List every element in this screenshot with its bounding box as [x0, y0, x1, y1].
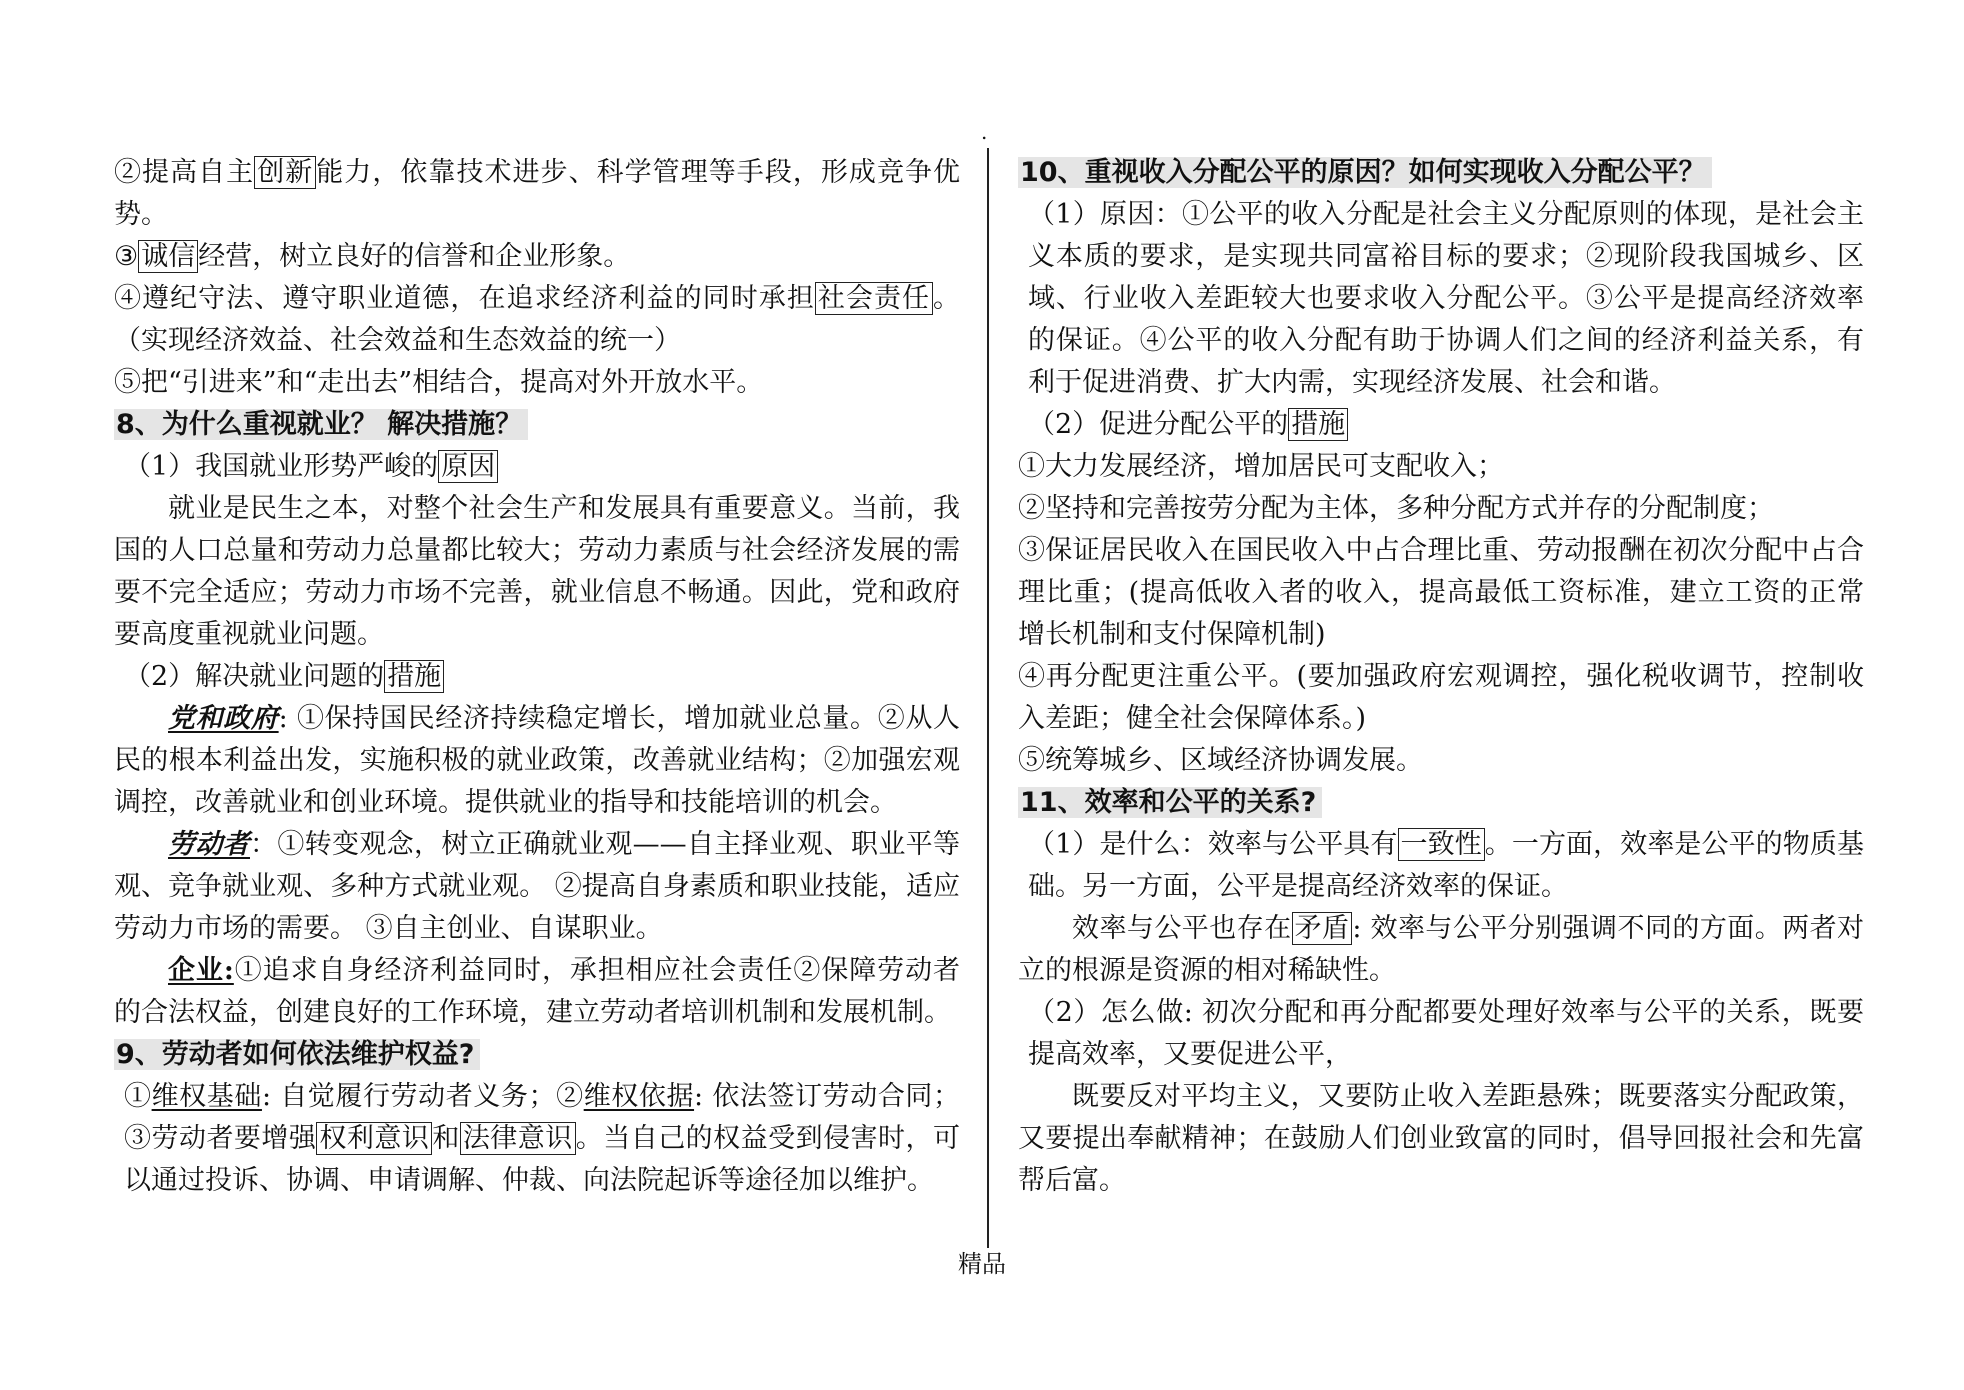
measure-1: ①大力发展经济，增加居民可支配收入； — [1018, 451, 1504, 482]
boxed-keyword: 权利意识 — [316, 1122, 432, 1155]
boxed-keyword: 创新 — [254, 156, 316, 189]
q8-reason-body: 就业是民生之本，对整个社会生产和发展具有重要意义。当前，我国的人口总量和劳动力总量都比较大；劳动力素质与社会经济发展的需要不完全适应；劳动力市场不完善，就业信息不畅通。因此，党和政府要高度重视就业问题。 — [114, 493, 960, 650]
left-column — [114, 152, 960, 1202]
top-dot: . — [981, 120, 988, 144]
boxed-keyword: 原因 — [438, 450, 498, 483]
q11-how: （2）怎么做: 初次分配和再分配都要处理好效率与公平的关系，既要提高效率，又要促进公平， — [1028, 997, 1864, 1070]
q11-how-detail: 既要反对平均主义，又要防止收入差距悬殊；既要落实分配政策，又要提出奉献精神；在鼓励人们创业致富的同时，倡导回报社会和先富帮后富。 — [1018, 1081, 1864, 1196]
column-divider — [987, 148, 989, 1248]
boxed-keyword: 一致性 — [1398, 828, 1485, 861]
boxed-keyword: 社会责任 — [815, 282, 933, 315]
question-11-heading: 11、效率和公平的关系? — [1018, 782, 1864, 824]
boxed-keyword: 措施 — [1288, 408, 1348, 441]
underlined-keyword: 维权基础 — [151, 1081, 262, 1112]
boxed-keyword: 矛盾 — [1292, 912, 1353, 945]
boxed-keyword: 诚信 — [138, 240, 198, 273]
measure-enterprise: 企业:①追求自身经济利益同时，承担相应社会责任②保障劳动者的合法权益，创建良好的工作环境，建立劳动者培训机制和发展机制。 — [114, 955, 960, 1028]
measure-2: ②坚持和完善按劳分配为主体，多种分配方式并存的分配制度； — [1018, 493, 1774, 524]
right-column — [1018, 152, 1864, 1202]
q8-subheading-1: （1）我国就业形势严峻的 原因 — [114, 446, 960, 488]
measure-4: ④再分配更注重公平。(要加强政府宏观调控，强化税收调节，控制收入差距；健全社会保障体系。) — [1018, 661, 1864, 734]
point-opening-up: ⑤把“引进来”和“走出去”相结合，提高对外开放水平。 — [114, 367, 764, 398]
underlined-keyword: 维权依据 — [583, 1081, 695, 1112]
question-9-heading: 9、劳动者如何依法维护权益? — [114, 1034, 960, 1076]
point-innovation: ②提高自主 创新 能力，依靠技术进步、科学管理等手段，形成竞争优势。 — [114, 157, 961, 230]
q10-subheading-2: （2）促进分配公平的 措施 — [1018, 404, 1864, 446]
question-10-heading: 10、重视收入分配公平的原因？如何实现收入分配公平？ — [1018, 152, 1864, 194]
measure-government: 党和政府: ①保持国民经济持续稳定增长，增加就业总量。②从人民的根本利益出发，实施积极的就业政策，改善就业结构；②加强宏观调控，改善就业和创业环境。提供就业的指导和技能培训的机会。 — [114, 703, 960, 818]
boxed-keyword: 措施 — [384, 660, 444, 693]
q8-subheading-2: （2）解决就业问题的 措施 — [114, 656, 960, 698]
page-footer: 精品 — [958, 1250, 1006, 1278]
boxed-keyword: 法律意识 — [460, 1122, 576, 1155]
underlined-label: 企业: — [168, 955, 234, 986]
measure-3: ③保证居民收入在国民收入中占合理比重、劳动报酬在初次分配中占合理比重；(提高低收入者的收入，提高最低工资标准，建立工资的正常增长机制和支付保障机制) — [1018, 535, 1864, 650]
q10-reasons: （1）原因：①公平的收入分配是社会主义分配原则的体现，是社会主义本质的要求，是实现共同富裕目标的要求；②现阶段我国城乡、区域、行业收入差距较大也要求收入分配公平。③公平是提高经济效率的保证。④公平的收入分配有助于协调人们之间的经济利益关系，有利于促进消费、扩大内需，实现经济发展、社会和谐。 — [1028, 199, 1864, 398]
q11-what: （1）是什么：效率与公平具有 一致性 。一方面，效率是公平的物质基础。另一方面，公平是提高经济效率的保证。 — [1028, 829, 1864, 902]
underlined-label: 劳动者 — [168, 829, 250, 860]
measure-worker: 劳动者：①转变观念，树立正确就业观——自主择业观、职业平等观、竞争就业观、多种方式就业观。 ②提高自身素质和职业技能，适应劳动力市场的需要。 ③自主创业、自谋职业。 — [114, 829, 960, 944]
question-8-heading: 8、为什么重视就业？ 解决措施？ — [114, 404, 960, 446]
point-responsibility: ④遵纪守法、遵守职业道德，在追求经济利益的同时承担 社会责任 。（实现经济效益、社会效益和生态效益的统一） — [114, 283, 961, 356]
q11-contradiction: 效率与公平也存在 矛盾 : 效率与公平分别强调不同的方面。两者对立的根源是资源的相对稀缺性。 — [1018, 913, 1865, 986]
point-integrity: ③ 诚信 经营，树立良好的信誉和企业形象。 — [114, 241, 631, 272]
measure-5: ⑤统筹城乡、区域经济协调发展。 — [1018, 745, 1423, 776]
q9-body: ①维权基础: 自觉履行劳动者义务；②维权依据: 依法签订劳动合同；③劳动者要增强 权利意识 和 法律意识 。当自己的权益受到侵害时，可以通过投诉、协调、申请调解、仲裁、向法院起诉等途径加以维护。 — [124, 1081, 961, 1196]
underlined-label: 党和政府 — [168, 703, 279, 734]
